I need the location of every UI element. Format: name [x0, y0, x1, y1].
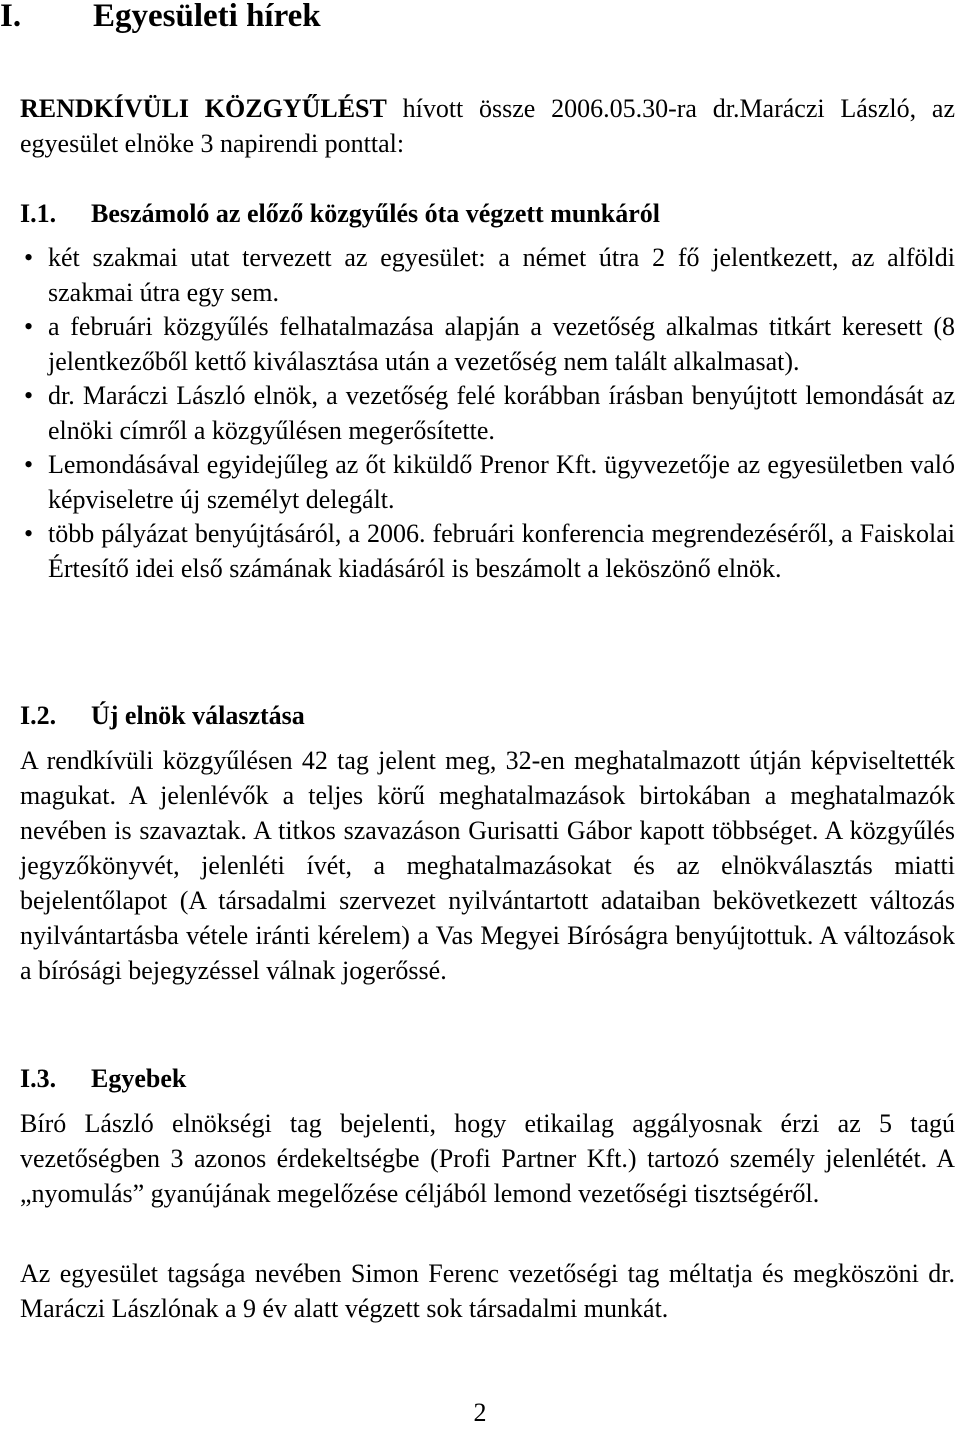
- list-item-text: dr. Maráczi László elnök, a vezetőség felé korábban írásban benyújtott lemondását az elnöki címről a közgyűlésen megerősítette.: [48, 381, 955, 445]
- section-paragraph: Bíró László elnökségi tag bejelenti, hogy etikailag aggályosnak érzi az 5 tagú vezetőségben 3 azonos érdekeltségbe (Profi Partner Kft.) tartozó személy jelenlétét. A „nyomulás” gyanújának megelőzése céljából lemond vezetőségi tisztségéről.: [20, 1109, 955, 1208]
- list-item-text: két szakmai utat tervezett az egyesület: a német útra 2 fő jelentkezett, az alföldi szakmai útra egy sem.: [48, 243, 955, 307]
- section-heading-2: [20, 698, 305, 733]
- list-item: [20, 310, 955, 379]
- section-title: Egyebek: [91, 1064, 187, 1093]
- bullet-icon: •: [24, 450, 34, 479]
- bullet-icon: •: [24, 243, 34, 272]
- title-number: I.: [0, 0, 22, 34]
- section-title: Új elnök választása: [91, 701, 305, 730]
- list-item-text: a februári közgyűlés felhatalmazása alapján a vezetőség alkalmas titkárt keresett (8 jelentkezőből kettő kiválasztása után a vezetőség nem talált alkalmasat).: [48, 312, 955, 376]
- section-number: I.1.: [20, 199, 57, 228]
- section-paragraph: A rendkívüli közgyűlésen 42 tag jelent meg, 32-en meghatalmazott útján képviseltették magukat. A jelenlévők a teljes körű meghatalmazások birtokában a meghatalmazók nevében is szavaztak. A titkos szavazáson Gurisatti Gábor kapott többséget. A közgyűlés jegyzőkönyvét, jelenléti ívét, a meghatalmazásokat és az elnökválasztás miatti bejelentőlapot (A társadalmi szervezet nyilvántartott adataiban bekövetkezett változás nyilvántartásba vétele iránti kérelem) a Vas Megyei Bíróságra benyújtottuk. A változások a bírósági bejegyzéssel válnak jogerőssé.: [20, 746, 955, 985]
- bullet-icon: •: [24, 312, 34, 341]
- section-number: I.2.: [20, 701, 57, 730]
- page-title: [0, 0, 321, 34]
- bullet-list: [20, 241, 955, 586]
- section-paragraph: Az egyesület tagsága nevében Simon Ferenc vezetőségi tag méltatja és megköszöni dr. Maráczi Lászlónak a 9 év alatt végzett sok társadalmi munkát.: [20, 1259, 955, 1323]
- list-item-text: több pályázat benyújtásáról, a 2006. februári konferencia megrendezéséről, a Faiskolai Értesítő idei első számának kiadásáról is beszámolt a leköszönő elnök.: [48, 519, 955, 583]
- intro-paragraph: [20, 91, 955, 161]
- list-item: [20, 448, 955, 517]
- section-number: I.3.: [20, 1064, 57, 1093]
- title-text: Egyesületi hírek: [93, 0, 321, 34]
- section-heading-1: [20, 196, 660, 231]
- list-item: [20, 241, 955, 310]
- list-item: [20, 517, 955, 586]
- list-item-text: Lemondásával egyidejűleg az őt kiküldő Prenor Kft. ügyvezetője az egyesületben való képviseletre új személyt delegált.: [48, 450, 955, 514]
- section-title: Beszámoló az előző közgyűlés óta végzett munkáról: [91, 199, 661, 228]
- intro-rest: hívott össze 2006.05.30-ra dr.Maráczi László, az egyesület elnöke 3 napirendi ponttal:: [20, 94, 955, 158]
- bullet-icon: •: [24, 519, 34, 548]
- list-item: [20, 379, 955, 448]
- bullet-icon: •: [24, 381, 34, 410]
- intro-bold: RENDKÍVÜLI KÖZGYŰLÉST: [20, 94, 387, 123]
- section-heading-3: [20, 1061, 186, 1096]
- page-number: 2: [473, 1398, 487, 1427]
